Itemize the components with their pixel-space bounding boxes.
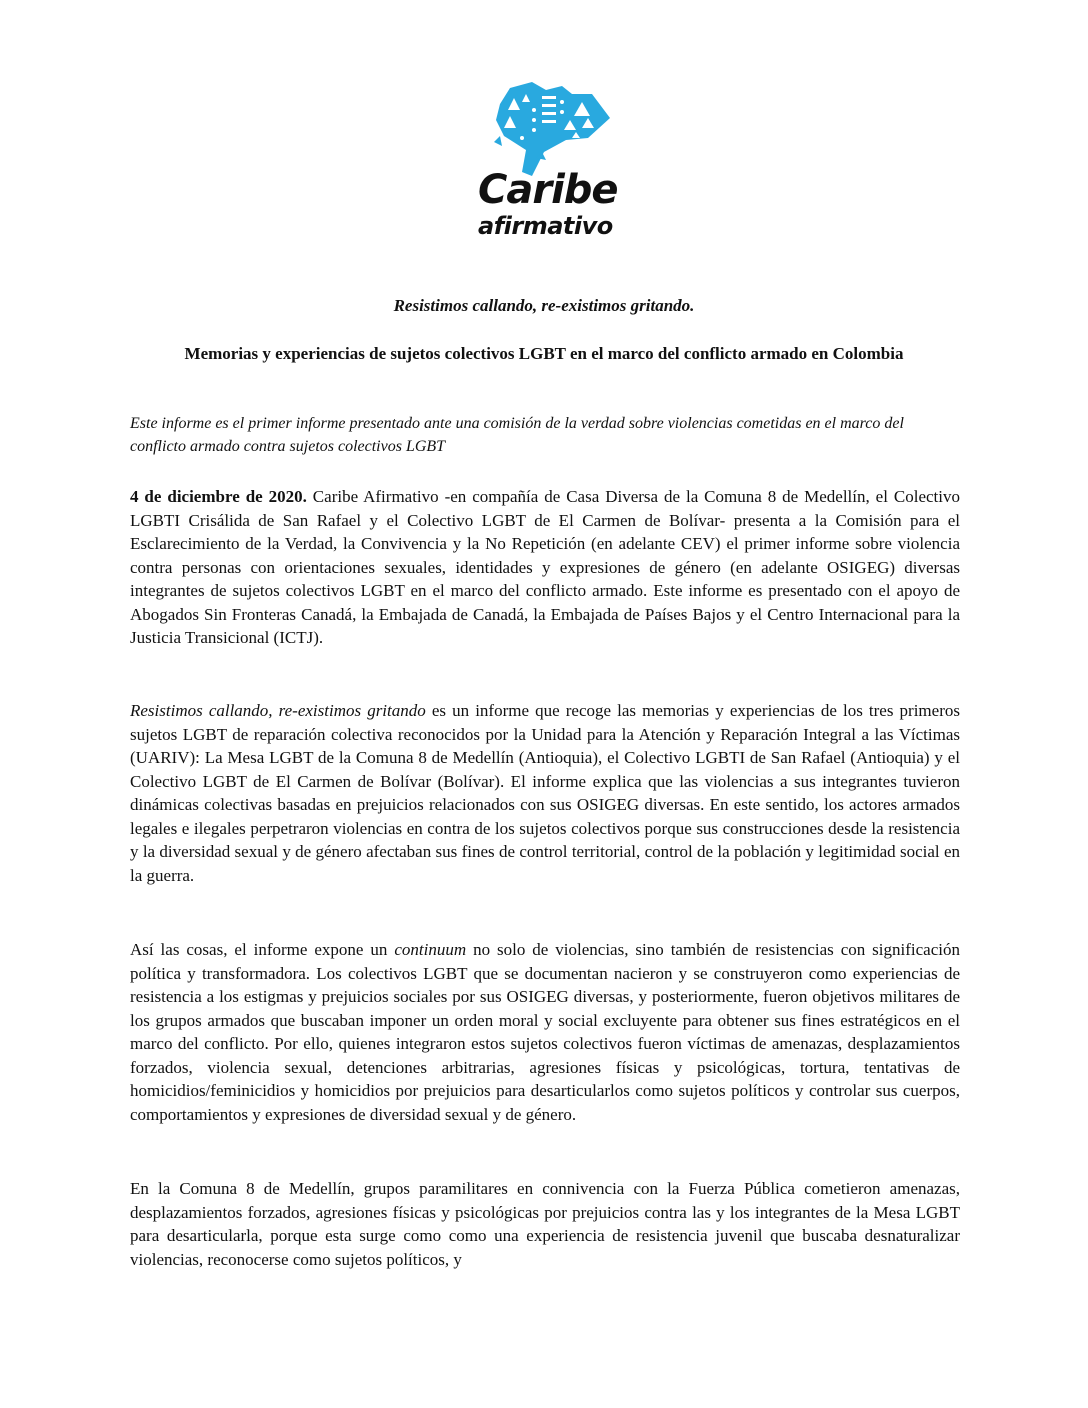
paragraph-3 <box>130 938 960 1126</box>
document-lede: Este informe es el primer informe presentado ante una comisión de la verdad sobre violencias cometidas en el marco del conflicto armado contra sujetos colectivos LGBT <box>130 415 904 455</box>
paragraph-3-text-b: no solo de violencias, sino también de resistencias con significación política y transformadora. Los colectivos LGBT que se documentan nacieron y se construyeron como experiencias de resistencia a los estigmas y prejuicios sociales por sus OSIGEG diversas, y posteriormente, fueron objetivos militares de los grupos armados que buscaban imponer un orden moral y social excluyente para obtener sus fines estratégicos en el marco del conflicto. Por ello, quienes integraron estos sujetos colectivos fueron víctimas de amenazas, desplazamientos forzados, violencia sexual, detenciones arbitrarias, agresiones físicas y psicológicas, tortura, tentativas de homicidios/feminicidios y homicidios por prejuicios para desarticularlos como sujetos políticos y controlar sus cuerpos, comportamientos y expresiones de diversidad sexual y de género. <box>130 940 960 1124</box>
paragraph-1 <box>130 485 960 650</box>
document-title: Memorias y experiencias de sujetos colectivos LGBT en el marco del conflicto armado en Colombia <box>184 344 904 363</box>
logo-wordmark-afirmativo: afirmativo <box>478 212 613 240</box>
caribe-afirmativo-logo <box>470 80 620 255</box>
paragraph-4 <box>130 1177 960 1271</box>
paragraph-2-report-title: Resistimos callando, re-existimos gritando <box>130 701 426 720</box>
fish-logo-icon <box>470 80 620 180</box>
logo-wordmark-caribe: Caribe <box>478 167 618 213</box>
paragraph-3-text-a: Así las cosas, el informe expone un <box>130 940 395 959</box>
paragraph-4-text: En la Comuna 8 de Medellín, grupos paramilitares en connivencia con la Fuerza Pública cometieron amenazas, desplazamientos forzados, agresiones físicas y psicológicas por prejuicios contra las y los integrantes de la Mesa LGBT para desarticularla, porque esta surge como como una experiencia de resistencia juvenil que buscaba desnaturalizar violencias, reconocerse como sujetos políticos, y <box>130 1179 960 1269</box>
paragraph-3-term: continuum <box>394 940 467 959</box>
paragraph-1-text: Caribe Afirmativo -en compañía de Casa Diversa de la Comuna 8 de Medellín, el Colectivo LGBTI Crisálida de San Rafael y el Colectivo LGBT de El Carmen de Bolívar- presenta a la Comisión para el Esclarecimiento de la Verdad, la Convivencia y la No Repetición (en adelante CEV) el primer informe sobre violencia contra personas con orientaciones sexuales, identidades y expresiones de género (en adelante OSIGEG) diversas integrantes de sujetos colectivos LGBT en el marco del conflicto armado. Este informe es presentado con el apoyo de Abogados Sin Fronteras Canadá, la Embajada de Canadá, la Embajada de Países Bajos y el Centro Internacional para la Justicia Transicional (ICTJ). <box>130 487 960 647</box>
paragraph-2 <box>130 699 960 887</box>
paragraph-2-text: es un informe que recoge las memorias y experiencias de los tres primeros sujetos LGBT de reparación colectiva reconocidos por la Unidad para la Atención y Reparación Integral a las Víctimas (UARIV): La Mesa LGBT de la Comuna 8 de Medellín (Antioquia), el Colectivo LGBTI de San Rafael (Antioquia) y el Colectivo LGBT de El Carmen de Bolívar (Bolívar). El informe explica que las violencias a sus integrantes tuvieron dinámicas colectivas basadas en prejuicios relacionados con sus OSIGEG diversas. En este sentido, los actores armados legales e ilegales perpetraron violencias en contra de los sujetos colectivos porque sus construcciones desde la resistencia y la diversidad sexual y de género afectaban sus fines de control territorial, control de la población y legitimidad social en la guerra. <box>130 701 960 885</box>
paragraph-1-date: 4 de diciembre de 2020. <box>130 487 307 506</box>
document-kicker: Resistimos callando, re-existimos gritando. <box>393 296 695 315</box>
